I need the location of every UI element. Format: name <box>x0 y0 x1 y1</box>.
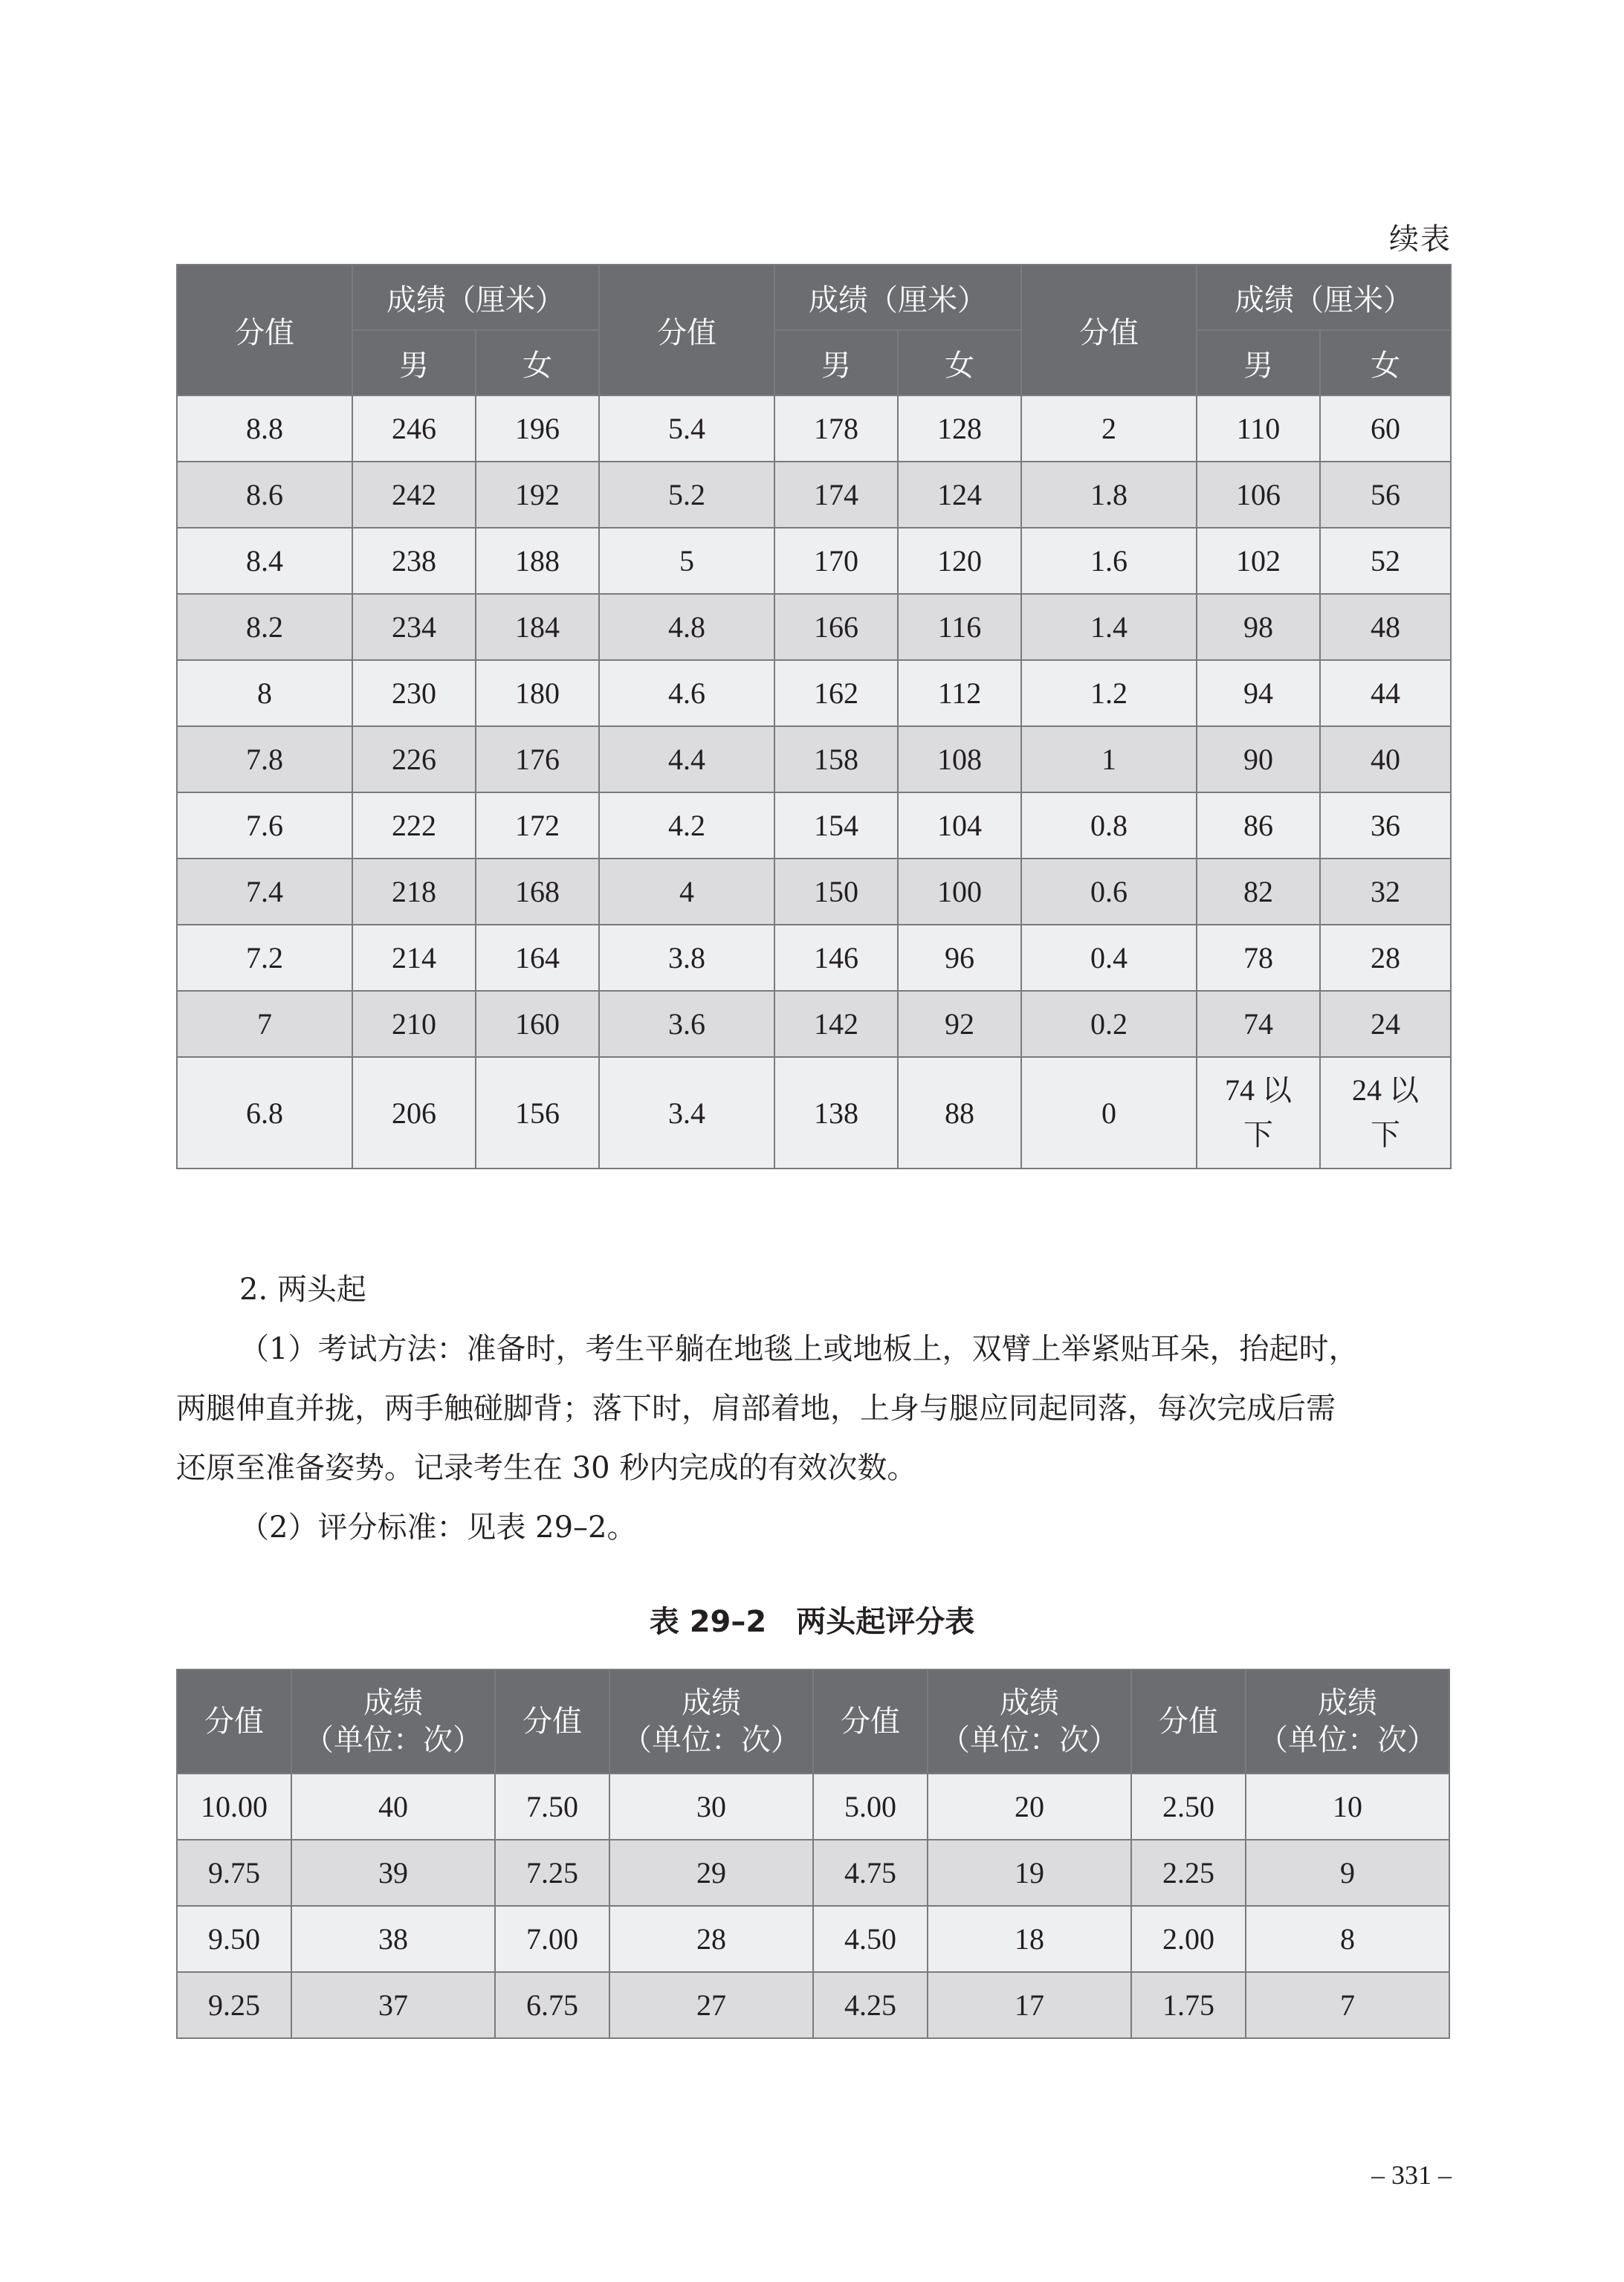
count-result-cell: 8 <box>1246 1906 1449 1972</box>
male-result-cell: 158 <box>774 726 898 792</box>
count-result-cell: 37 <box>291 1972 495 2038</box>
female-result-cell: 40 <box>1320 726 1451 792</box>
score-cell: 8.6 <box>177 462 352 528</box>
score-cell: 1.8 <box>1021 462 1197 528</box>
female-result-cell: 160 <box>476 991 599 1057</box>
score-header: 分值 <box>1131 1670 1246 1774</box>
count-result-cell: 40 <box>291 1774 495 1840</box>
count-result-cell: 9 <box>1246 1840 1449 1906</box>
table-row <box>177 1840 1449 1906</box>
female-result-cell: 100 <box>898 859 1021 925</box>
female-result-cell: 192 <box>476 462 599 528</box>
female-result-cell: 104 <box>898 792 1021 859</box>
score-cell: 0.4 <box>1021 925 1197 991</box>
female-result-cell: 188 <box>476 528 599 594</box>
score-cell: 8.2 <box>177 594 352 660</box>
male-result-cell: 222 <box>352 792 476 859</box>
female-result-cell: 116 <box>898 594 1021 660</box>
two-ends-up-score-table <box>176 1669 1450 2039</box>
page-number: – 331 – <box>1371 2160 1452 2190</box>
table-row <box>177 1057 1451 1169</box>
score-cell: 1.6 <box>1021 528 1197 594</box>
result-count-header <box>928 1670 1131 1774</box>
score-cell: 2.00 <box>1131 1906 1246 1972</box>
count-result-cell: 10 <box>1246 1774 1449 1840</box>
female-result-cell: 124 <box>898 462 1021 528</box>
male-result-cell: 74 <box>1197 991 1320 1057</box>
male-result-cell: 98 <box>1197 594 1320 660</box>
male-result-cell: 74 以下 <box>1197 1057 1320 1169</box>
female-result-cell: 196 <box>476 395 599 462</box>
count-result-cell: 27 <box>609 1972 813 2038</box>
female-result-cell: 32 <box>1320 859 1451 925</box>
score-cell: 7.00 <box>495 1906 609 1972</box>
count-result-cell: 19 <box>928 1840 1131 1906</box>
male-result-cell: 170 <box>774 528 898 594</box>
female-header: 女 <box>898 330 1021 395</box>
continued-table-label: 续表 <box>1389 222 1452 256</box>
table-row <box>177 594 1451 660</box>
result-header-line2: （单位：次） <box>940 1723 1119 1757</box>
score-header: 分值 <box>813 1670 928 1774</box>
score-cell: 2.25 <box>1131 1840 1246 1906</box>
result-header-line1: 成绩 <box>363 1686 423 1720</box>
male-result-cell: 82 <box>1197 859 1320 925</box>
female-result-cell: 180 <box>476 660 599 726</box>
score-cell: 8.8 <box>177 395 352 462</box>
score-cell: 7.2 <box>177 925 352 991</box>
table-row <box>177 726 1451 792</box>
male-result-cell: 90 <box>1197 726 1320 792</box>
score-cell: 4.2 <box>599 792 774 859</box>
female-result-cell: 164 <box>476 925 599 991</box>
result-count-header <box>609 1670 813 1774</box>
score-cell: 6.75 <box>495 1972 609 2038</box>
female-result-cell: 108 <box>898 726 1021 792</box>
table-row <box>177 792 1451 859</box>
male-result-cell: 210 <box>352 991 476 1057</box>
table-row <box>177 528 1451 594</box>
female-result-cell: 24 以下 <box>1320 1057 1451 1169</box>
result-count-header <box>291 1670 495 1774</box>
score-cell: 7.8 <box>177 726 352 792</box>
male-header: 男 <box>1197 330 1320 395</box>
score-cell: 4.4 <box>599 726 774 792</box>
female-result-cell: 172 <box>476 792 599 859</box>
score-cell: 5.00 <box>813 1774 928 1840</box>
score-cell: 8 <box>177 660 352 726</box>
method-paragraph-line2: 两腿伸直并拢，两手触碰脚背；落下时，肩部着地，上身与腿应同起同落，每次完成后需 <box>176 1391 1336 1426</box>
female-result-cell: 156 <box>476 1057 599 1169</box>
male-result-cell: 174 <box>774 462 898 528</box>
score-cell: 1.2 <box>1021 660 1197 726</box>
result-header-line2: （单位：次） <box>1258 1723 1437 1757</box>
result-header-line2: （单位：次） <box>622 1723 800 1757</box>
male-result-cell: 86 <box>1197 792 1320 859</box>
result-cm-header: 成绩（厘米） <box>774 265 1021 330</box>
score-cell: 7 <box>177 991 352 1057</box>
female-result-cell: 120 <box>898 528 1021 594</box>
count-result-cell: 20 <box>928 1774 1131 1840</box>
female-result-cell: 28 <box>1320 925 1451 991</box>
male-result-cell: 78 <box>1197 925 1320 991</box>
score-cell: 2 <box>1021 395 1197 462</box>
score-header: 分值 <box>1021 265 1197 395</box>
score-cell: 4.50 <box>813 1906 928 1972</box>
method-paragraph-line1: （1）考试方法：准备时，考生平躺在地毯上或地板上，双臂上举紧贴耳朵，抬起时， <box>239 1332 1359 1366</box>
female-result-cell: 24 <box>1320 991 1451 1057</box>
count-result-cell: 17 <box>928 1972 1131 2038</box>
score-cell: 7.4 <box>177 859 352 925</box>
male-result-cell: 146 <box>774 925 898 991</box>
result-header-line1: 成绩 <box>1000 1686 1059 1720</box>
score-cell: 8.4 <box>177 528 352 594</box>
female-result-cell: 96 <box>898 925 1021 991</box>
female-result-cell: 184 <box>476 594 599 660</box>
score-cell: 2.50 <box>1131 1774 1246 1840</box>
standard-paragraph: （2）评分标准：见表 29–2。 <box>239 1510 637 1545</box>
result-count-header <box>1246 1670 1449 1774</box>
count-result-cell: 30 <box>609 1774 813 1840</box>
score-cell: 7.25 <box>495 1840 609 1906</box>
male-result-cell: 238 <box>352 528 476 594</box>
male-result-cell: 214 <box>352 925 476 991</box>
score-cell: 9.25 <box>177 1972 291 2038</box>
male-result-cell: 110 <box>1197 395 1320 462</box>
score-cell: 7.6 <box>177 792 352 859</box>
score-cell: 0.8 <box>1021 792 1197 859</box>
table-row <box>177 1906 1449 1972</box>
male-result-cell: 106 <box>1197 462 1320 528</box>
table-row <box>177 859 1451 925</box>
count-result-cell: 29 <box>609 1840 813 1906</box>
table-row <box>177 1972 1449 2038</box>
score-cell: 5 <box>599 528 774 594</box>
female-result-cell: 176 <box>476 726 599 792</box>
male-result-cell: 246 <box>352 395 476 462</box>
method-paragraph-line3: 还原至准备姿势。记录考生在 30 秒内完成的有效次数。 <box>176 1451 917 1485</box>
female-header: 女 <box>476 330 599 395</box>
score-cell: 4.75 <box>813 1840 928 1906</box>
score-cell: 7.50 <box>495 1774 609 1840</box>
score-header: 分值 <box>177 265 352 395</box>
count-result-cell: 38 <box>291 1906 495 1972</box>
result-header-line1: 成绩 <box>1318 1686 1377 1720</box>
result-header-line1: 成绩 <box>682 1686 741 1720</box>
score-cell: 5.2 <box>599 462 774 528</box>
score-header: 分值 <box>177 1670 291 1774</box>
table-row <box>177 925 1451 991</box>
male-result-cell: 94 <box>1197 660 1320 726</box>
male-header: 男 <box>774 330 898 395</box>
score-cell: 1.4 <box>1021 594 1197 660</box>
male-result-cell: 166 <box>774 594 898 660</box>
score-cell: 9.75 <box>177 1840 291 1906</box>
table-row <box>177 395 1451 462</box>
female-result-cell: 44 <box>1320 660 1451 726</box>
table-row <box>177 462 1451 528</box>
male-result-cell: 142 <box>774 991 898 1057</box>
male-result-cell: 154 <box>774 792 898 859</box>
result-header-line2: （单位：次） <box>304 1723 482 1757</box>
score-cell: 3.8 <box>599 925 774 991</box>
male-result-cell: 218 <box>352 859 476 925</box>
score-cell: 4 <box>599 859 774 925</box>
male-result-cell: 230 <box>352 660 476 726</box>
female-result-cell: 60 <box>1320 395 1451 462</box>
table-row <box>177 991 1451 1057</box>
score-cell: 0 <box>1021 1057 1197 1169</box>
female-result-cell: 56 <box>1320 462 1451 528</box>
count-result-cell: 7 <box>1246 1972 1449 2038</box>
male-header: 男 <box>352 330 476 395</box>
count-result-cell: 18 <box>928 1906 1131 1972</box>
female-header: 女 <box>1320 330 1451 395</box>
female-result-cell: 168 <box>476 859 599 925</box>
female-result-cell: 52 <box>1320 528 1451 594</box>
male-result-cell: 206 <box>352 1057 476 1169</box>
table2-body <box>177 1774 1449 2038</box>
female-result-cell: 36 <box>1320 792 1451 859</box>
table1-body <box>177 395 1451 1169</box>
table-row <box>177 1774 1449 1840</box>
count-result-cell: 39 <box>291 1840 495 1906</box>
result-cm-header: 成绩（厘米） <box>352 265 599 330</box>
score-cell: 5.4 <box>599 395 774 462</box>
female-result-cell: 112 <box>898 660 1021 726</box>
male-result-cell: 138 <box>774 1057 898 1169</box>
male-result-cell: 226 <box>352 726 476 792</box>
score-cell: 4.6 <box>599 660 774 726</box>
table-row <box>177 660 1451 726</box>
score-cell: 0.2 <box>1021 991 1197 1057</box>
male-result-cell: 150 <box>774 859 898 925</box>
female-result-cell: 92 <box>898 991 1021 1057</box>
section-heading: 2. 两头起 <box>239 1273 366 1307</box>
female-result-cell: 88 <box>898 1057 1021 1169</box>
score-header: 分值 <box>495 1670 609 1774</box>
female-result-cell: 128 <box>898 395 1021 462</box>
score-header: 分值 <box>599 265 774 395</box>
male-result-cell: 234 <box>352 594 476 660</box>
male-result-cell: 178 <box>774 395 898 462</box>
female-result-cell: 48 <box>1320 594 1451 660</box>
table-caption: 表 29–2 两头起评分表 <box>649 1605 975 1639</box>
score-cell: 4.8 <box>599 594 774 660</box>
male-result-cell: 162 <box>774 660 898 726</box>
score-cell: 0.6 <box>1021 859 1197 925</box>
score-cell: 9.50 <box>177 1906 291 1972</box>
result-cm-header: 成绩（厘米） <box>1197 265 1451 330</box>
male-result-cell: 102 <box>1197 528 1320 594</box>
long-jump-score-table-continued <box>176 264 1452 1169</box>
count-result-cell: 28 <box>609 1906 813 1972</box>
male-result-cell: 242 <box>352 462 476 528</box>
score-cell: 3.4 <box>599 1057 774 1169</box>
score-cell: 3.6 <box>599 991 774 1057</box>
score-cell: 4.25 <box>813 1972 928 2038</box>
score-cell: 1 <box>1021 726 1197 792</box>
score-cell: 6.8 <box>177 1057 352 1169</box>
score-cell: 10.00 <box>177 1774 291 1840</box>
score-cell: 1.75 <box>1131 1972 1246 2038</box>
